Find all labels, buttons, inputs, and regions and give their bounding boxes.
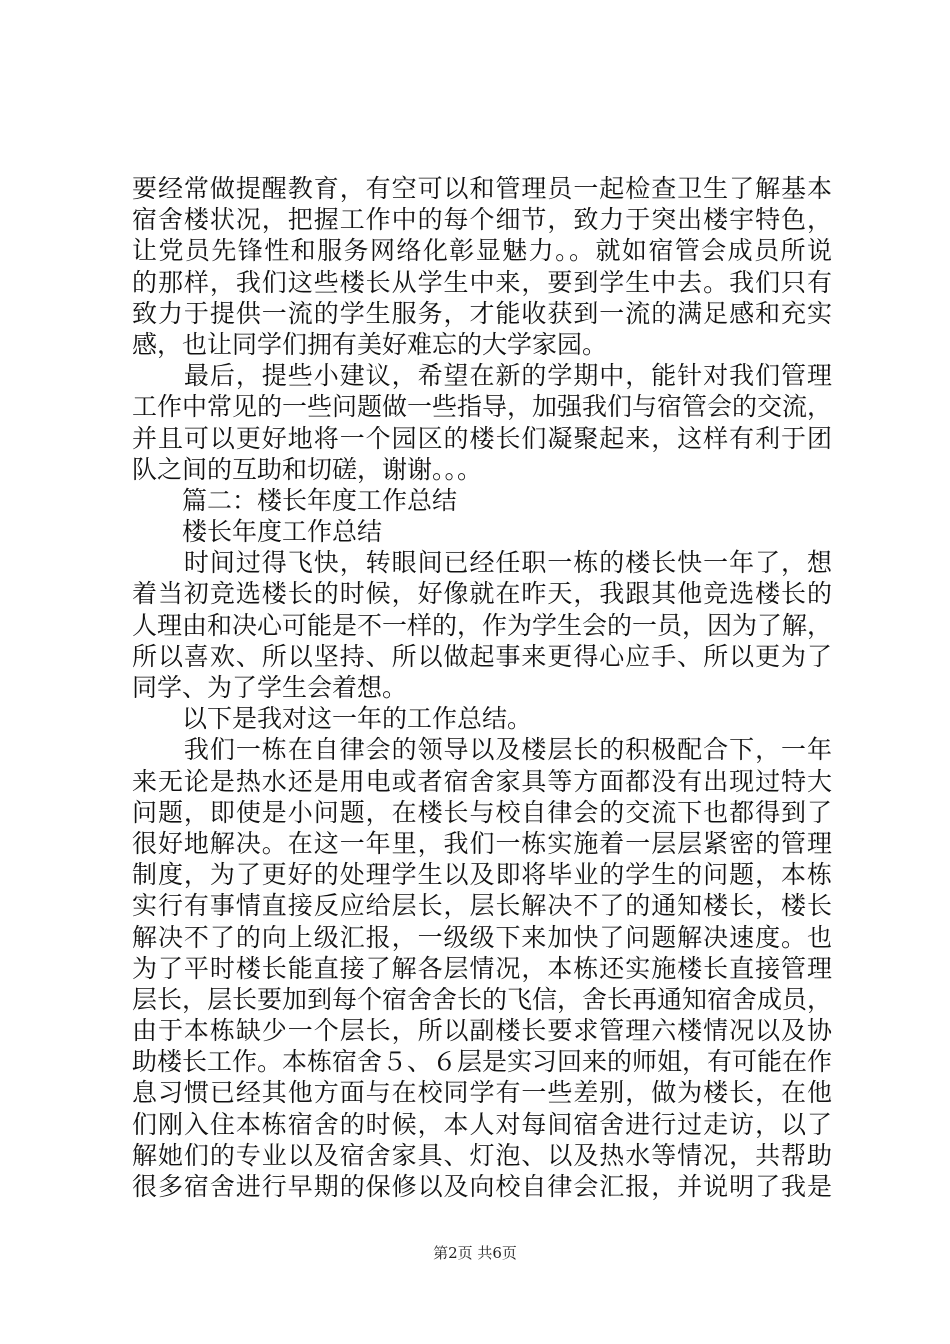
text-line: 们刚入住本栋宿舍的时候，本人对每间宿舍进行过走访，以了: [132, 1109, 832, 1139]
text-line: 宿舍楼状况，把握工作中的每个细节，致力于突出楼宇特色，: [132, 205, 832, 235]
text-line: 我们一栋在自律会的领导以及楼层长的积极配合下，一年: [132, 735, 832, 765]
text-line: 为了平时楼长能直接了解各层情况，本栋还实施楼长直接管理: [132, 953, 832, 983]
text-line: 实行有事情直接反应给层长，层长解决不了的通知楼长，楼长: [132, 891, 832, 921]
text-line: 人理由和决心可能是不一样的，作为学生会的一员，因为了解，: [132, 610, 833, 640]
text-line: 感，也让同学们拥有美好难忘的大学家园。: [132, 329, 608, 359]
page-number-footer: 第2页 共6页: [433, 1244, 517, 1262]
text-line: 队之间的互助和切磋，谢谢。。。: [132, 454, 483, 484]
text-line: 着当初竞选楼长的时候，好像就在昨天，我跟其他竞选楼长的: [132, 579, 832, 609]
document-body: [132, 173, 832, 1202]
text-line: 以下是我对这一年的工作总结。: [132, 704, 533, 734]
text-line: 问题，即使是小问题，在楼长与校自律会的交流下也都得到了: [132, 797, 832, 827]
text-line: 篇二：楼长年度工作总结: [132, 485, 458, 515]
text-line: 要经常做提醒教育，有空可以和管理员一起检查卫生了解基本: [132, 174, 832, 203]
text-line: 楼长年度工作总结: [132, 517, 383, 547]
text-line: 所以喜欢、所以坚持、所以做起事来更得心应手、所以更为了: [132, 641, 832, 671]
text-line: 并且可以更好地将一个园区的楼长们凝聚起来，这样有利于团: [132, 423, 832, 453]
text-line: 同学、为了学生会着想。: [132, 673, 408, 702]
text-line: 很多宿舍进行早期的保修以及向校自律会汇报，并说明了我是: [132, 1172, 832, 1201]
text-line: 时间过得飞快，转眼间已经任职一栋的楼长快一年了，想: [132, 548, 832, 578]
text-line: 来无论是热水还是用电或者宿舍家具等方面都没有出现过特大: [132, 766, 832, 796]
text-line: 息习惯已经其他方面与在校同学有一些差别，做为楼长，在他: [132, 1078, 832, 1108]
text-line: 由于本栋缺少一个层长，所以副楼长要求管理六楼情况以及协: [132, 1016, 832, 1046]
text-line: 制度，为了更好的处理学生以及即将毕业的学生的问题，本栋: [132, 860, 832, 890]
text-line: 层长，层长要加到每个宿舍舍长的飞信，舍长再通知宿舍成员，: [132, 984, 833, 1014]
text-line: 助楼长工作。本栋宿舍５、６层是实习回来的师姐，有可能在作: [132, 1047, 833, 1077]
text-line: 工作中常见的一些问题做一些指导，加强我们与宿管会的交流，: [132, 392, 833, 422]
text-line: 很好地解决。在这一年里，我们一栋实施着一层层紧密的管理: [132, 828, 832, 858]
text-line: 的那样，我们这些楼长从学生中来，要到学生中去。我们只有: [132, 267, 832, 297]
text-line: 最后，提些小建议，希望在新的学期中，能针对我们管理: [132, 361, 832, 391]
text-line: 解她们的专业以及宿舍家具、灯泡、以及热水等情况，共帮助: [132, 1140, 832, 1170]
text-line: 让党员先锋性和服务网络化彰显魅力。。就如宿管会成员所说: [132, 236, 832, 266]
text-line: 解决不了的向上级汇报，一级级下来加快了问题解决速度。也: [132, 922, 832, 952]
text-line: 致力于提供一流的学生服务，才能收获到一流的满足感和充实: [132, 298, 832, 328]
